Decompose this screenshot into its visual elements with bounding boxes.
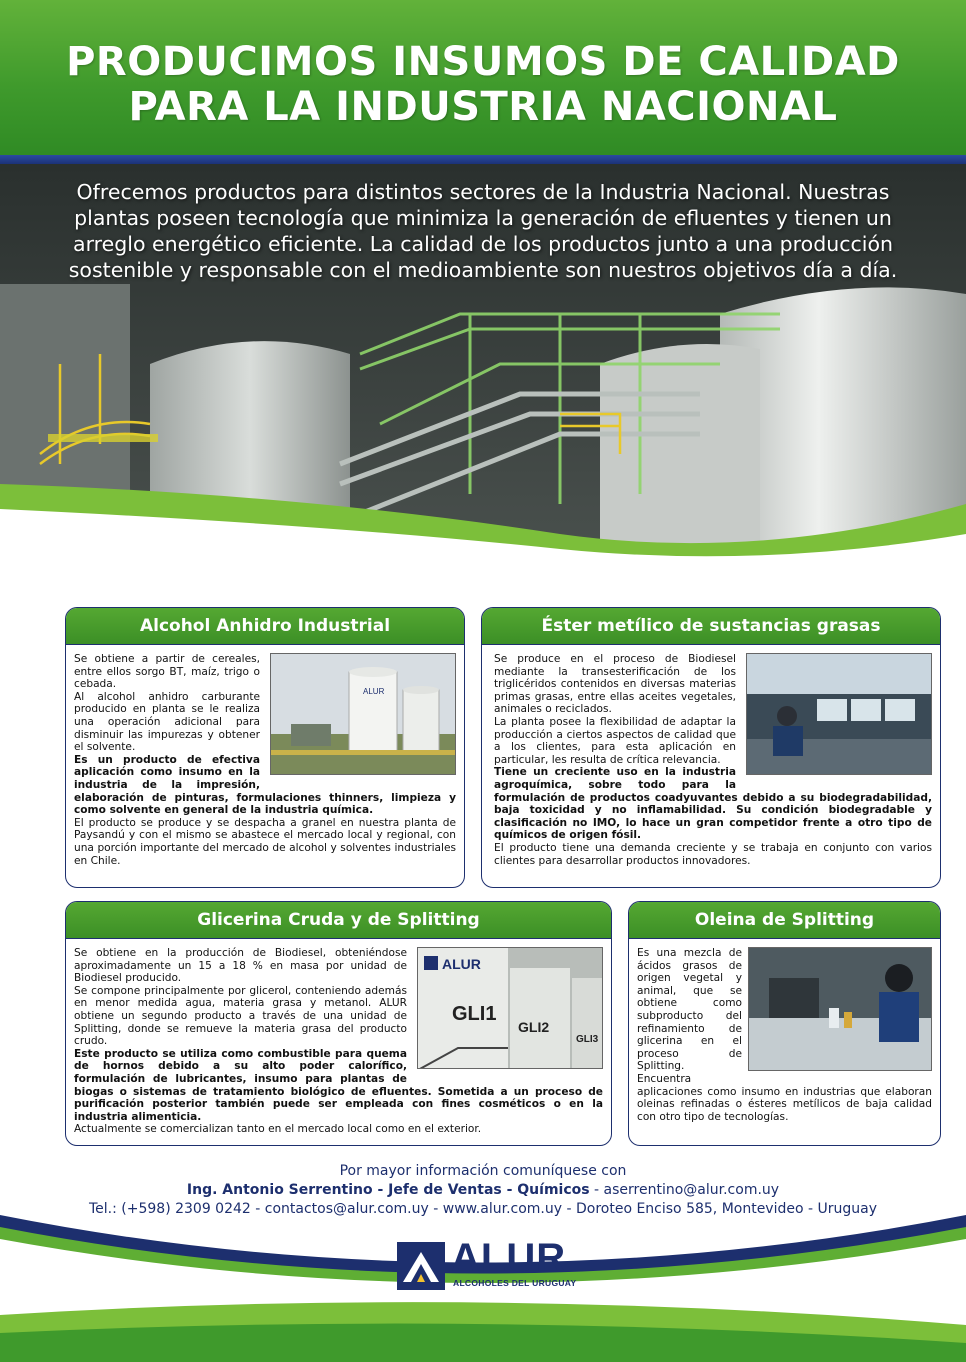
card-title: Oleina de Splitting bbox=[629, 902, 940, 939]
tank-gli2: GLI2 bbox=[518, 1019, 550, 1035]
alcohol-p3: Es un producto de efectiva aplicación como insumo en la industria de la impresión, elaboración de pinturas, formulaciones thinners, limpieza y como solvente en general de la industria química. bbox=[74, 753, 456, 817]
alcohol-tanks-photo bbox=[270, 653, 456, 775]
ester-p4: El producto tiene una demanda creciente y se trabaja en conjunto con varios clientes para desarrollar productos innovadores. bbox=[494, 841, 932, 867]
card-body bbox=[482, 645, 940, 873]
contact-name: Ing. Antonio Serrentino - Jefe de Ventas - Químicos bbox=[186, 1182, 590, 1198]
tank-gli1: GLI1 bbox=[452, 1003, 497, 1025]
alur-wordmark: ALUR bbox=[451, 1236, 567, 1280]
alur-logo bbox=[397, 1236, 597, 1292]
card-body bbox=[66, 645, 464, 873]
photo-brand: ALUR bbox=[442, 956, 481, 972]
glicerina-p2: Se compone principalmente por glicerol, conteniendo además en menor medida agua, materia grasa y metanol. ALUR obtiene un segundo producto a través de una unidad de Splitting, donde se remueve la materia grasa del producto crudo. bbox=[74, 984, 407, 1048]
page-title bbox=[0, 40, 966, 130]
glicerina-p3: Este producto se utiliza como combustible para quema de hornos debido a su alto poder calorífico, formulación de lubricantes, insumo para plantas de biogas o sistemas de tratamiento biológico de efluentes. Sometida a un proceso de purificación posterior también puede ser empleada con fines cosméticos o en la industria alimenticia. bbox=[74, 1047, 603, 1123]
glicerina-p4: Actualmente se comercializan tanto en el mercado local como en el exterior. bbox=[74, 1123, 482, 1136]
card-title: Glicerina Cruda y de Splitting bbox=[66, 902, 611, 939]
alcohol-p2: Al alcohol anhidro carburante producido en planta se le realiza una operación adicional para disminuir las impurezas y obtener el solvente. bbox=[74, 690, 260, 754]
green-swoosh bbox=[0, 164, 966, 564]
alur-subtitle: ALCOHOLES DEL URUGUAY bbox=[453, 1278, 577, 1288]
tank-gli3: GLI3 bbox=[576, 1034, 599, 1045]
oleina-p2: Encuentra aplicaciones como insumo en industrias que elaboran oleinas refinadas o ésteres metílicos de baja calidad con otro tipo de tecnologías. bbox=[637, 1072, 932, 1123]
control-room-photo bbox=[746, 653, 932, 775]
card-body bbox=[66, 939, 611, 1142]
card-alcohol-anhidro bbox=[65, 607, 465, 888]
title-line-1: PRODUCIMOS INSUMOS DE CALIDAD bbox=[66, 39, 900, 85]
glicerina-p1: Se obtiene en la producción de Biodiesel, obteniéndose aproximadamente un 15 a 18 % en masa por unidad de Biodiesel producido. bbox=[74, 947, 407, 985]
hero-plant-photo bbox=[0, 164, 966, 564]
contact-intro: Por mayor información comuníquese con bbox=[339, 1163, 627, 1179]
card-oleina bbox=[628, 901, 941, 1146]
contact-block bbox=[0, 1162, 966, 1219]
ester-p3: Tiene un creciente uso en la industria agroquímica, sobre todo para la formulación de productos coadyuvantes debido a su biodegradabilidad, baja toxicidad y no inflamabilidad. Su condición biodegradable y clasificación no IMO, lo hace un gran competidor frente a otro tipo de químicos de origen fósil. bbox=[494, 766, 932, 842]
card-glicerina bbox=[65, 901, 612, 1146]
title-line-2: PARA LA INDUSTRIA NACIONAL bbox=[128, 84, 838, 130]
card-ester-metilico bbox=[481, 607, 941, 888]
glycerin-tanks-photo bbox=[417, 947, 603, 1069]
ester-p2: La planta posee la flexibilidad de adaptar la producción a ciertos aspectos de calidad que a los clientes, para esta aplicación en particular, les resulta de crítica relevancia. bbox=[494, 715, 736, 766]
contact-person bbox=[0, 1181, 966, 1200]
contact-details: Tel.: (+598) 2309 0242 - contactos@alur.com.uy - www.alur.com.uy - Doroteo Enciso 585, Montevideo - Uruguay bbox=[88, 1201, 878, 1217]
alcohol-p4: El producto se produce y se despacha a granel en nuestra planta de Paysandú y con el mismo se abastece el mercado local y regional, con una porción importante del mercado de alcohol y solventes industriales en Chile. bbox=[74, 816, 456, 867]
card-body bbox=[629, 939, 940, 1129]
alur-logo-icon bbox=[397, 1242, 445, 1290]
alcohol-p1: Se obtiene a partir de cereales, entre ellos sorgo BT, maíz, trigo o cebada. bbox=[74, 653, 260, 691]
hero-intro-text: Ofrecemos productos para distintos sectores de la Industria Nacional. Nuestras plantas poseen tecnología que minimiza la generación de efluentes y tienen un arreglo energético eficiente. La calidad de los productos junto a una producción sostenible y responsable con el medioambiente son nuestros objetivos día a día. bbox=[68, 180, 898, 282]
card-title: Alcohol Anhidro Industrial bbox=[66, 608, 464, 645]
contact-email[interactable]: - aserrentino@alur.com.uy bbox=[589, 1182, 780, 1198]
oleina-p1: Es una mezcla de ácidos grasos de origen vegetal y animal, que se obtiene como subproducto del refinamiento de glicerina en el proceso de Splitting. bbox=[637, 947, 742, 1073]
header-stripe bbox=[0, 155, 966, 164]
lab-photo bbox=[748, 947, 932, 1071]
card-title: Éster metílico de sustancias grasas bbox=[482, 608, 940, 645]
tank-label: ALUR bbox=[363, 687, 385, 696]
header-banner bbox=[0, 0, 966, 158]
ester-p1: Se produce en el proceso de Biodiesel mediante la transesterificación de los triglicéridos contenidos en diversas materias primas grasas, entre ellas aceites vegetales, animales o reciclados. bbox=[494, 653, 736, 716]
